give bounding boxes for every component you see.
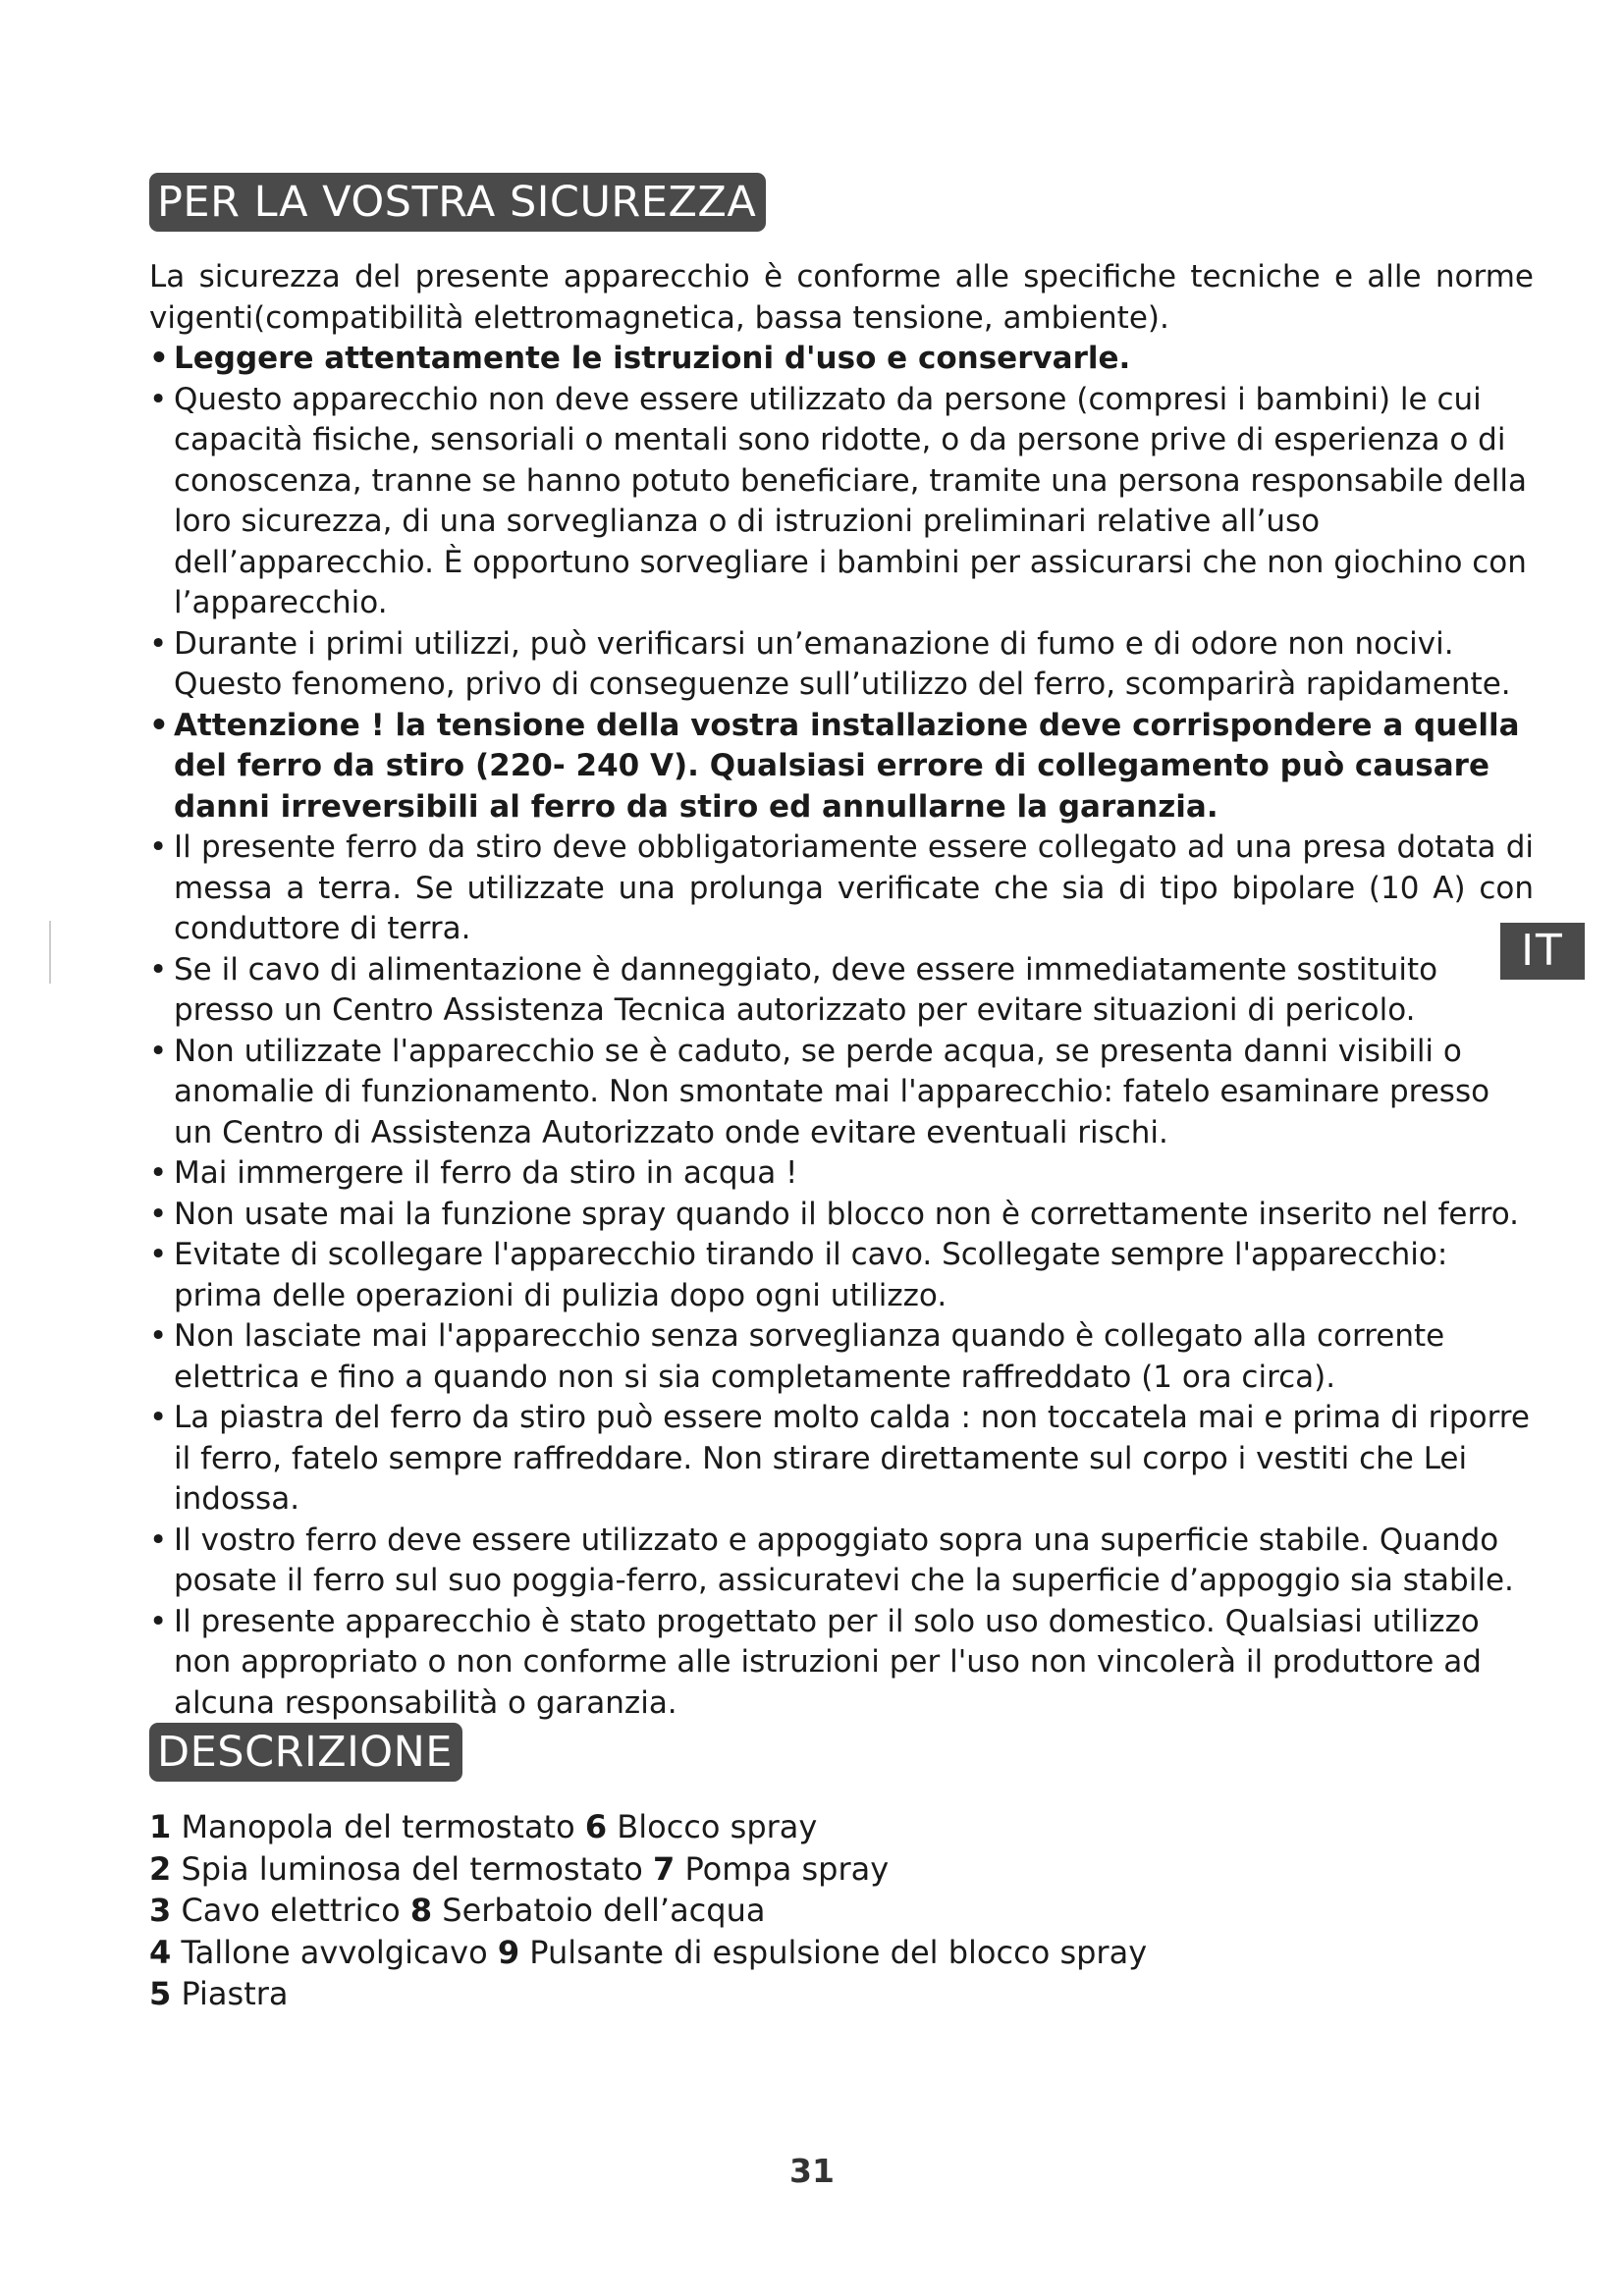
page-number: 31: [789, 2152, 835, 2190]
safety-heading: PER LA VOSTRA SICUREZZA: [149, 173, 766, 232]
safety-section: [149, 257, 1534, 1724]
safety-rule: • Attenzione ! la tensione della vostra installazione deve corrispondere a quella del ferro da stiro (220- 240 V). Qualsiasi errore di collegamento può causare danni irreversibili al ferro da stiro ed annullarne la garanzia.: [149, 706, 1534, 828]
part-name: Cavo elettrico: [181, 1892, 401, 1929]
part-number: 3: [149, 1892, 172, 1929]
safety-rule: • Il presente ferro da stiro deve obbligatoriamente essere collegato ad una presa dotata di messa a terra. Se utilizzate una prolunga verificate che sia di tipo bipolare (10 A) con conduttore di terra.: [149, 828, 1534, 950]
safety-rule: • La piastra del ferro da stiro può essere molto calda : non toccatela mai e prima di riporre il ferro, fatelo sempre raffreddare. Non stirare direttamente sul corpo i vestiti che Lei indossa.: [149, 1398, 1534, 1521]
part-number: 6: [584, 1808, 608, 1845]
part-number: 4: [149, 1933, 172, 1971]
safety-rules-list: [149, 339, 1534, 1724]
safety-rule: • Evitate di scollegare l'apparecchio tirando il cavo. Scollegate sempre l'apparecchio: prima delle operazioni di pulizia dopo ogni utilizzo.: [149, 1235, 1534, 1316]
safety-rule: • Mai immergere il ferro da stiro in acqua !: [149, 1153, 1534, 1195]
description-heading: DESCRIZIONE: [149, 1723, 462, 1782]
description-row: [149, 1973, 1534, 2015]
safety-rule: • Questo apparecchio non deve essere utilizzato da persone (compresi i bambini) le cui capacità fisiche, sensoriali o mentali sono ridotte, o da persone prive di esperienza o di conoscenza, tranne se hanno potuto beneficiare, tramite una persona responsabile della loro sicurezza, di una sorveglianza o di istruzioni preliminari relative all’uso dell’apparecchio. È opportuno sorvegliare i bambini per assicurarsi che non giochino con l’apparecchio.: [149, 380, 1534, 624]
part-number: 2: [149, 1849, 172, 1888]
safety-intro: La sicurezza del presente apparecchio è conforme alle specifiche tecniche e alle norme vigenti(compatibilità elettromagnetica, bassa tensione, ambiente).: [149, 259, 1534, 336]
part-name: Serbatoio dell’acqua: [442, 1892, 766, 1929]
description-row: [149, 1806, 1534, 1848]
safety-rule: • Leggere attentamente le istruzioni d'uso e conservarle.: [149, 339, 1534, 380]
part-name: Manopola del termostato: [181, 1808, 575, 1845]
language-tab: IT: [1500, 923, 1585, 980]
description-row: [149, 1932, 1534, 1974]
description-list: [149, 1806, 1534, 2015]
part-number: 8: [409, 1892, 433, 1929]
part-name: Spia luminosa del termostato: [181, 1849, 643, 1888]
part-name: Blocco spray: [617, 1808, 818, 1845]
part-number: 5: [149, 1975, 172, 2012]
part-name: Pulsante di espulsione del blocco spray: [529, 1933, 1148, 1971]
part-number: 1: [149, 1808, 172, 1845]
part-name: Tallone avvolgicavo: [181, 1933, 488, 1971]
description-row: [149, 1890, 1534, 1932]
description-row: [149, 1848, 1534, 1891]
safety-rule: • Non lasciate mai l'apparecchio senza sorveglianza quando è collegato alla corrente elettrica e fino a quando non si sia completamente raffreddato (1 ora circa).: [149, 1316, 1534, 1398]
safety-rule: • Non utilizzate l'apparecchio se è caduto, se perde acqua, se presenta danni visibili o anomalie di funzionamento. Non smontate mai l'apparecchio: fatelo esaminare presso un Centro di Assistenza Autorizzato onde evitare eventuali rischi.: [149, 1032, 1534, 1154]
safety-rule: • Se il cavo di alimentazione è danneggiato, deve essere immediatamente sostituito presso un Centro Assistenza Tecnica autorizzato per evitare situazioni di pericolo.: [149, 950, 1534, 1032]
safety-rule: • Non usate mai la funzione spray quando il blocco non è correttamente inserito nel ferro.: [149, 1195, 1534, 1236]
part-number: 7: [653, 1849, 676, 1888]
safety-rule: • Il vostro ferro deve essere utilizzato e appoggiato sopra una superficie stabile. Quando posate il ferro sul suo poggia-ferro, assicuratevi che la superficie d’appoggio sia stabile.: [149, 1521, 1534, 1602]
part-name: Pompa spray: [684, 1849, 890, 1888]
margin-mark: [49, 921, 51, 984]
safety-rule: • Il presente apparecchio è stato progettato per il solo uso domestico. Qualsiasi utilizzo non appropriato o non conforme alle istruzioni per l'uso non vincolerà il produttore ad alcuna responsabilità o garanzia.: [149, 1602, 1534, 1725]
part-name: Piastra: [181, 1975, 289, 2012]
part-number: 9: [497, 1933, 520, 1971]
safety-rule: • Durante i primi utilizzi, può verificarsi un’emanazione di fumo e di odore non nocivi. Questo fenomeno, privo di conseguenze sull’utilizzo del ferro, scomparirà rapidamente.: [149, 624, 1534, 706]
